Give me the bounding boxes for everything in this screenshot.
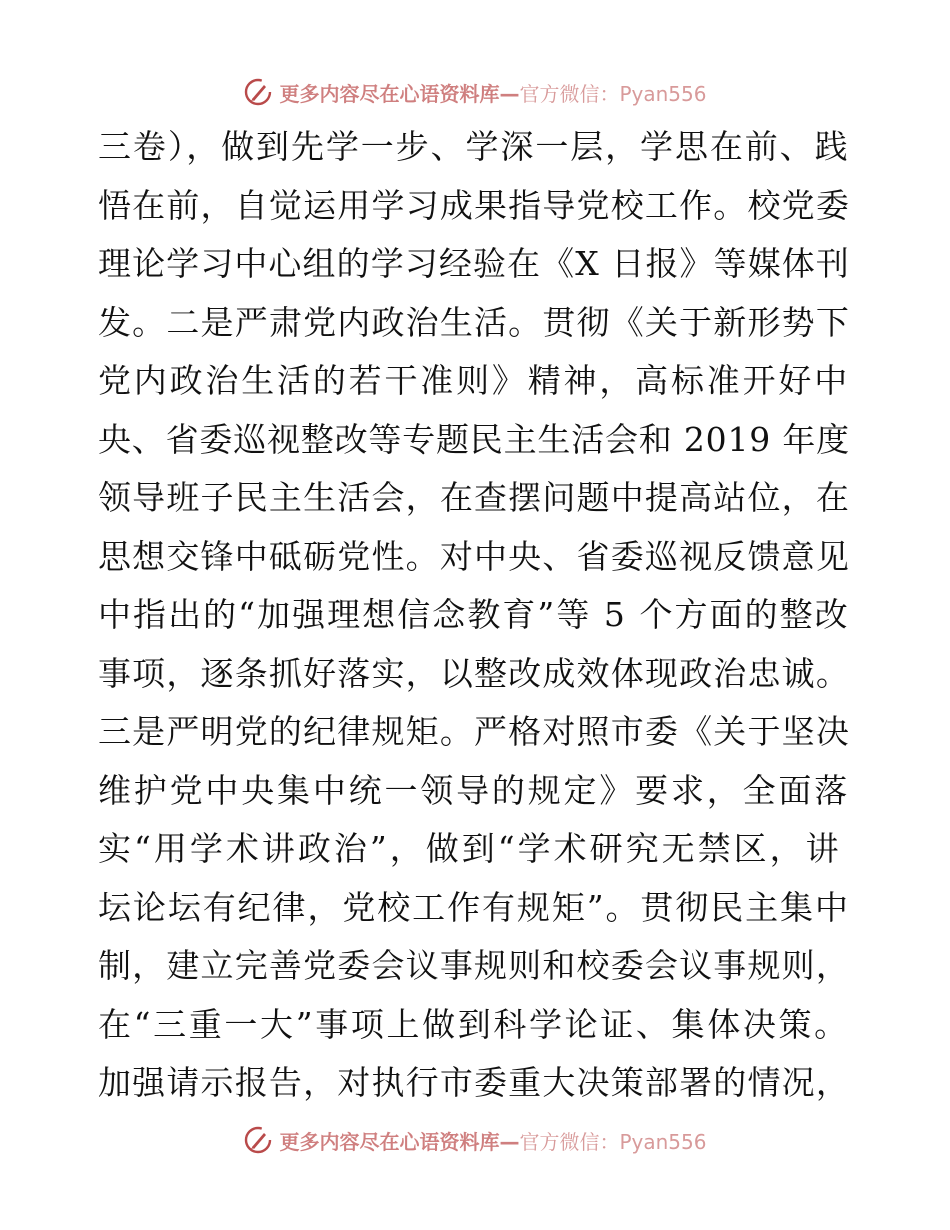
text-line: 制，建立完善党委会议事规则和校委会议事规则， (98, 946, 850, 985)
text-line: 三卷），做到先学一步、学深一层，学思在前、践 (98, 127, 850, 166)
footer-watermark (0, 1120, 950, 1160)
header-watermark (0, 72, 950, 112)
text-line: 悟在前，自觉运用学习成果指导党校工作。校党委 (98, 185, 850, 225)
watermark-site-text: 更多内容尽在心语资料库—官方微信：Pyan556 (279, 81, 707, 106)
text-line: 党内政治生活的若干准则》精神，高标准开好中 (98, 361, 850, 400)
text-line: 在“三重一大”事项上做到科学论证、集体决策。 (98, 1004, 850, 1044)
text-line: 理论学习中心组的学习经验在《X 日报》等媒体刊 (98, 244, 850, 283)
text-line: 维护党中央集中统一领导的规定》要求，全面落 (98, 770, 850, 810)
text-line: 中指出的“加强理想信念教育”等 5 个方面的整改 (98, 595, 850, 634)
text-line: 三是严明党的纪律规矩。严格对照市委《关于坚决 (98, 712, 850, 751)
text-line: 加强请示报告，对执行市委重大决策部署的情况， (98, 1063, 850, 1102)
text-line: 实“用学术讲政治”，做到“学术研究无禁区，讲 (98, 829, 842, 868)
quill-circle-logo-icon (243, 1125, 273, 1155)
text-line: 事项，逐条抓好落实，以整改成效体现政治忠诚。 (98, 653, 850, 693)
document-body (98, 118, 850, 1113)
text-line: 领导班子民主生活会，在查摆问题中提高站位，在 (98, 478, 850, 517)
quill-circle-logo-icon (243, 77, 273, 107)
text-line: 央、省委巡视整改等专题民主生活会和 2019 年度 (98, 419, 850, 459)
text-line: 坛论坛有纪律，党校工作有规矩”。贯彻民主集中 (98, 887, 850, 927)
text-line: 思想交锋中砥砺党性。对中央、省委巡视反馈意见 (98, 536, 850, 576)
text-line: 发。二是严肃党内政治生活。贯彻《关于新形势下 (98, 302, 850, 342)
watermark-site-text: 更多内容尽在心语资料库—官方微信：Pyan556 (279, 1129, 707, 1154)
